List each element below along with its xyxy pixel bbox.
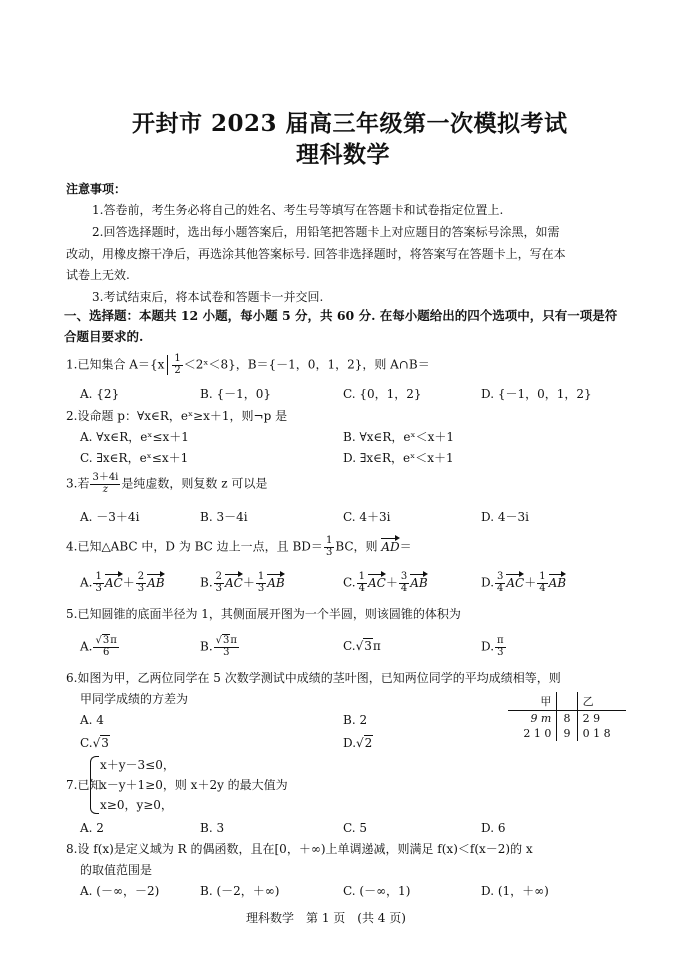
q7-option-d: D. 6 [481, 821, 506, 835]
q3-option-a: A. －3＋4i [80, 510, 140, 524]
q5-option-a: A. $\frac{√3\pi}{6}$ [80, 635, 117, 658]
note-2b: 改动，用橡皮擦干净后，再选涂其他答案标号. 回答非选择题时，将答案写在答题卡上，写在本 [66, 247, 566, 261]
q5-option-d: D. $\frac{\pi}{3}$ [481, 635, 504, 658]
q7-constraint-3: x≥0，y≥0， [100, 798, 173, 812]
section-heading-1: 一、选择题：本题共 12 小题，每小题 5 分，共 60 分. 在每小题给出的四个选项中，只有一项是符 [64, 308, 618, 323]
question-7-prefix: 7.已知 [66, 778, 102, 792]
q2-option-b: B. ∀x∈R，eˣ＜x＋1 [343, 430, 454, 444]
q2-option-c: C. ∃x∈R，eˣ≤x＋1 [80, 451, 189, 465]
notes-heading: 注意事项： [66, 182, 127, 196]
q1-option-c: C. {0，1，2} [343, 387, 422, 401]
exam-title: 开封市 2023 届高三年级第一次模拟考试 [132, 110, 568, 137]
page-footer: 理科数学 第 1 页 (共 4 页) [246, 911, 406, 925]
q3-option-c: C. 4＋3i [343, 510, 391, 524]
q6-option-b: B. 2 [343, 713, 368, 727]
q7-option-c: C. 5 [343, 821, 368, 835]
subject-title: 理科数学 [296, 141, 390, 168]
stem-plot-r2-right: 0 1 8 [582, 727, 611, 740]
question-4-stem: 4.已知△ABC 中，D 为 BC 边上一点，且 BD＝ $\frac{1}{3}$ BC，则 AD＝ [66, 535, 412, 558]
question-6-stem-1: 6.如图为甲，乙两位同学在 5 次数学测试中成绩的茎叶图，已知两位同学的平均成绩相等，则 [66, 671, 561, 685]
note-2c: 试卷上无效. [66, 268, 130, 282]
q7-option-a: A. 2 [80, 821, 104, 835]
stem-plot-header-yi: 乙 [577, 692, 626, 711]
q7-constraint-2: x－y＋1≥0，则 x＋2y 的最大值为 [100, 778, 288, 792]
q3-option-d: D. 4－3i [481, 510, 529, 524]
stem-leaf-plot [508, 692, 626, 741]
stem-plot-header-jia: 甲 [508, 692, 557, 711]
q1-option-b: B. {－1，0} [200, 387, 271, 401]
stem-plot-r1-stem: 8 [557, 711, 577, 727]
q2-option-d: D. ∃x∈R，eˣ＜x＋1 [343, 451, 454, 465]
system-brace [90, 756, 99, 814]
stem-plot-r2-left: 2 1 0 [523, 727, 552, 740]
q3-option-b: B. 3－4i [200, 510, 248, 524]
question-6-stem-2: 甲同学成绩的方差为 [80, 692, 189, 706]
q8-option-c: C. (－∞，1) [343, 884, 411, 898]
q8-option-b: B. (－2，＋∞) [200, 884, 280, 898]
q6-option-a: A. 4 [80, 713, 104, 727]
q7-constraint-1: x＋y－3≤0， [100, 758, 175, 772]
q4-option-b: B. $\frac{2}{3}$ AC＋ $\frac{1}{3}$ AB [200, 571, 285, 594]
question-1-stem: 1.已知集合 A＝{x $\frac{1}{2}$ ＜2ˣ＜8}，B＝{－1，0，1，2}，则 A∩B＝ [66, 353, 430, 376]
note-2a: 2.回答选择题时，选出每小题答案后，用铅笔把答题卡上对应题目的答案标号涂黑，如需 [92, 225, 560, 239]
q8-option-d: D. (1，＋∞) [481, 884, 549, 898]
q1-option-d: D. {－1，0，1，2} [481, 387, 592, 401]
stem-plot-r1-right: 2 9 [582, 712, 601, 725]
stem-plot-r1-left: 9 m [530, 712, 552, 725]
q6-option-c: C.√3 [80, 736, 109, 750]
vector-ad: AD [381, 539, 400, 554]
note-3: 3.考试结束后，将本试卷和答题卡一并交回. [92, 290, 324, 304]
q1-option-a: A. {2} [80, 387, 120, 401]
question-2-stem: 2.设命题 p：∀x∈R，eˣ≥x＋1，则¬p 是 [66, 409, 288, 423]
q6-option-d: D.√2 [343, 736, 373, 750]
q2-option-a: A. ∀x∈R，eˣ≤x＋1 [80, 430, 189, 444]
q8-option-a: A. (－∞，－2) [80, 884, 160, 898]
q4-option-c: C. $\frac{1}{4}$ AC＋ $\frac{3}{4}$ AB [343, 571, 428, 594]
q7-option-b: B. 3 [200, 821, 225, 835]
q4-option-d: D. $\frac{3}{4}$ AC＋ $\frac{1}{4}$ AB [481, 571, 567, 594]
section-heading-2: 合题目要求的. [64, 329, 144, 344]
question-8-stem-2: 的取值范围是 [80, 863, 153, 877]
q5-option-c: C.√3π [343, 639, 381, 653]
q5-option-b: B. $\frac{√3\pi}{3}$ [200, 635, 237, 658]
stem-plot-r2-stem: 9 [557, 726, 577, 741]
question-5-stem: 5.已知圆锥的底面半径为 1，其侧面展开图为一个半圆，则该圆锥的体积为 [66, 607, 461, 621]
question-8-stem-1: 8.设 f(x)是定义域为 R 的偶函数，且在[0，＋∞)上单调递减，则满足 f(x)＜f(x－2)的 x [66, 842, 533, 856]
note-1: 1.答卷前，考生务必将自己的姓名、考生号等填写在答题卡和试卷指定位置上. [92, 203, 504, 217]
q4-option-a: A. $\frac{1}{3}$ AC＋ $\frac{2}{3}$ AB [80, 571, 165, 594]
question-3-stem: 3.若 $\frac{3+4i}{z}$ 是纯虚数，则复数 z 可以是 [66, 472, 268, 495]
